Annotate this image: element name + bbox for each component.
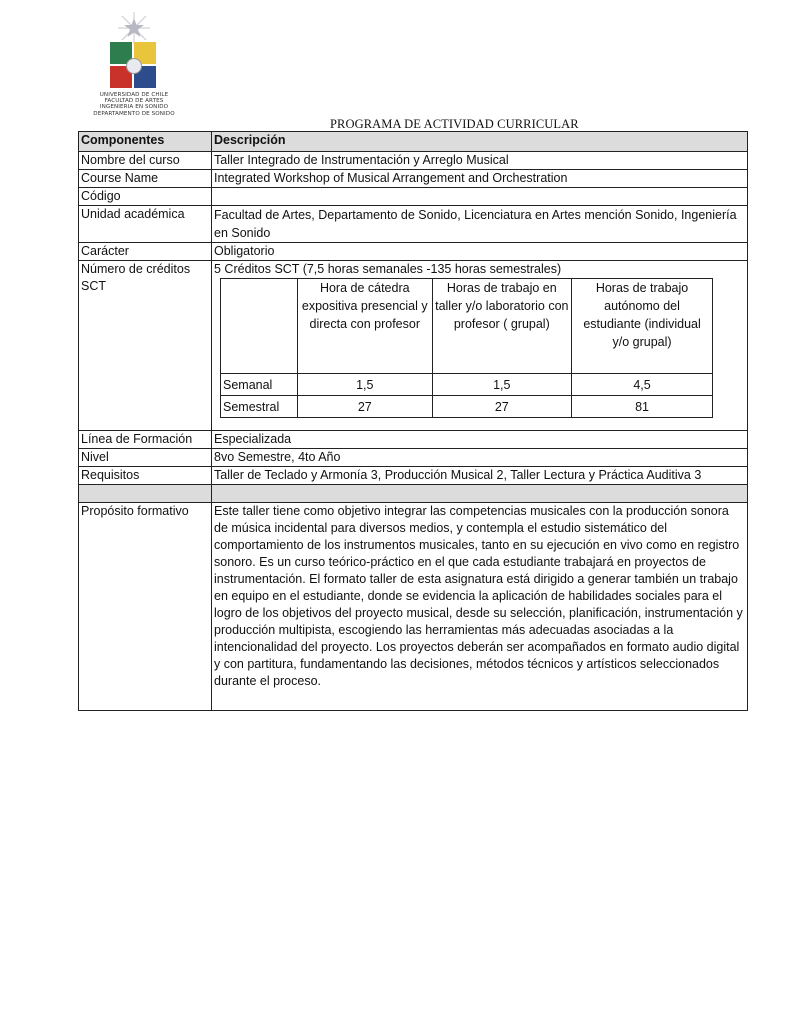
credits-header-taller: Horas de trabajo en taller y/o laboratorio con profesor ( grupal)	[432, 279, 572, 374]
row-value: Especializada	[212, 431, 748, 449]
row-value: 8vo Semestre, 4to Año	[212, 449, 748, 467]
star-icon	[118, 12, 150, 44]
row-value-purpose: Este taller tiene como objetivo integrar las competencias musicales con la producción sonora de música incidental para diversos medios, y contempla el estudio sistemático del comportamiento de los instrumentos musicales, tanto en su ejecución en vivo como en registro sonoro. Es un curso teórico-práctico en el que cada estudiante trabajará en proyectos de instrumentación. El formato taller de esta asignatura está dirigido a generar también un trabajo en equipo en el estudiante, donde se evidencia la aplicación de habilidades sociales para el logro de los objetivos del proyecto musical, desde su selección, planificación, instrumentación y producción multipista, escogiendo las herramientas más adecuadas asociadas a la intencionalidad del proyecto. Los proyectos deberán ser acompañados en formato audio digital y con partitura, fundamentando las decisiones, métodos técnicos y artísticos seleccionados durante el proceso.	[212, 503, 748, 711]
row-value: Taller Integrado de Instrumentación y Arreglo Musical	[212, 152, 748, 170]
table-row	[79, 467, 748, 485]
table-header-row	[79, 132, 748, 152]
row-value-credits	[212, 261, 748, 431]
row-value: Facultad de Artes, Departamento de Sonido, Licenciatura en Artes mención Sonido, Ingeniería en Sonido	[212, 206, 748, 243]
row-label: Nivel	[79, 449, 212, 467]
credits-row-semestral	[221, 396, 713, 418]
credits-row-label: Semanal	[221, 374, 298, 396]
table-row	[79, 243, 748, 261]
row-label: Course Name	[79, 170, 212, 188]
row-value	[212, 485, 748, 503]
credits-header-empty	[221, 279, 298, 374]
credits-cell: 81	[572, 396, 713, 418]
coat-of-arms-icon	[110, 42, 156, 88]
table-row	[79, 449, 748, 467]
row-value: Obligatorio	[212, 243, 748, 261]
credits-cell: 1,5	[298, 374, 433, 396]
table-row-purpose	[79, 503, 748, 711]
table-row	[79, 188, 748, 206]
table-row	[79, 431, 748, 449]
credits-row-semanal	[221, 374, 713, 396]
column-header-components: Componentes	[79, 132, 212, 152]
row-label: Código	[79, 188, 212, 206]
row-label: Propósito formativo	[79, 503, 212, 711]
program-table	[78, 131, 748, 711]
credits-header-row	[221, 279, 713, 374]
table-separator-row	[79, 485, 748, 503]
table-row-credits	[79, 261, 748, 431]
row-value: Taller de Teclado y Armonía 3, Producción Musical 2, Taller Lectura y Práctica Auditiva 3	[212, 467, 748, 485]
credits-header-catedra: Hora de cátedra expositiva presencial y directa con profesor	[298, 279, 433, 374]
row-label	[79, 485, 212, 503]
credits-cell: 27	[298, 396, 433, 418]
credits-header-autonomo: Horas de trabajo autónomo del estudiante (individual y/o grupal)	[572, 279, 713, 374]
logo-text: UNIVERSIDAD DE CHILE FACULTAD DE ARTES INGENIERIA EN SONIDO DEPARTAMENTO DE SONIDO	[93, 92, 175, 117]
university-logo	[88, 12, 180, 120]
document-title: PROGRAMA DE ACTIVIDAD CURRICULAR	[330, 117, 579, 131]
credits-row-label: Semestral	[221, 396, 298, 418]
credits-summary: 5 Créditos SCT (7,5 horas semanales -135 horas semestrales)	[214, 262, 562, 276]
row-value	[212, 188, 748, 206]
row-value: Integrated Workshop of Musical Arrangement and Orchestration	[212, 170, 748, 188]
credits-cell: 4,5	[572, 374, 713, 396]
credits-table	[220, 278, 713, 418]
row-label: Número de créditos SCT	[79, 261, 212, 431]
credits-cell: 27	[432, 396, 572, 418]
row-label: Unidad académica	[79, 206, 212, 243]
credits-cell: 1,5	[432, 374, 572, 396]
table-row	[79, 152, 748, 170]
row-label: Carácter	[79, 243, 212, 261]
row-label: Requisitos	[79, 467, 212, 485]
column-header-description: Descripción	[212, 132, 748, 152]
table-row	[79, 206, 748, 243]
row-label: Línea de Formación	[79, 431, 212, 449]
row-label: Nombre del curso	[79, 152, 212, 170]
table-row	[79, 170, 748, 188]
